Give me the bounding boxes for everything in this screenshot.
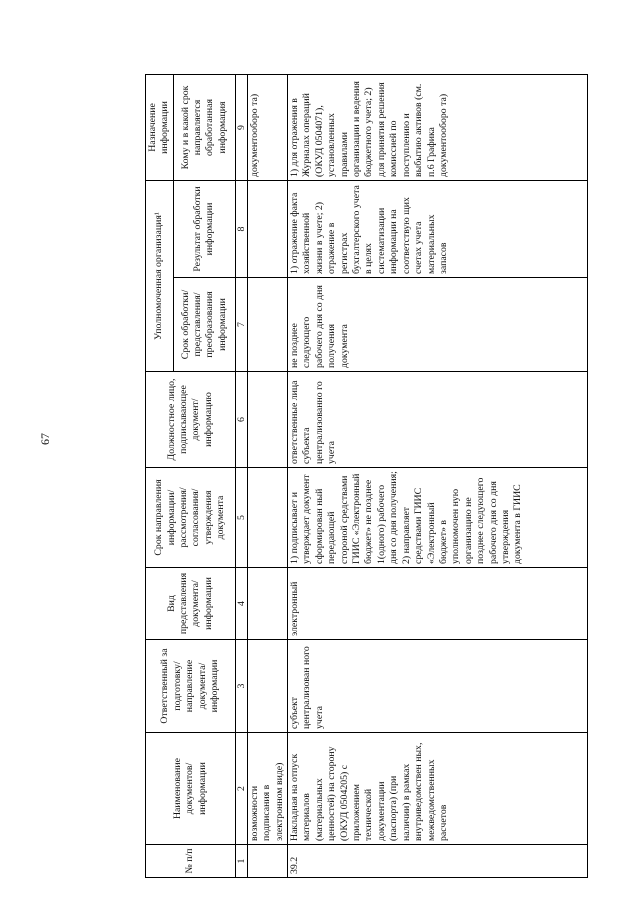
col-number: 7 [235,278,247,372]
col-number: 6 [235,372,247,468]
col-number: 3 [235,640,247,733]
col-number: 1 [235,845,247,878]
row-number: 39.2 [288,845,588,878]
col-number: 8 [235,180,247,277]
row-deadline: 1) подписывает и утверждает документ сформирован ный передающей стороной средствами ГИИС «Электронный бюджет» не позднее 1(одного) рабочего дня со дня получения; 2) направляет средствами ГИИС «Электронный бюджет» в уполномочен ную организацию не позднее следующего рабочего дня со дня утверждения документа в ГИИС [288,468,588,568]
table-row [288,74,588,877]
continuation-doc-name: возможности подписания в электронном виде) [247,733,287,845]
page-number: 67 [38,433,52,445]
header-documents: Наименование документов/ информации [146,733,236,845]
col-number: 5 [235,468,247,568]
header-number: № п/п [146,845,236,878]
header-signer: Должностное лицо, подписывающее документ/ информацию [146,372,236,468]
col-number: 4 [235,568,247,640]
header-processing-result: Результат обработки информации [173,180,235,277]
col-number: 9 [235,74,247,180]
row-form: электронный [288,568,588,640]
header-recipient: Кому и в какой срок направляется обработанная информация [173,74,235,180]
header-responsible: Ответственный за подготовку/ направление документа/ информации [146,640,236,733]
continuation-empty [247,278,287,372]
row-recipient: 1) для отражения в Журналах операций (ОКУД 0504071), установленных правилами организации и ведения бюджетного учета; 2) для принятия решения комиссией по поступлению и выбытию активов (см. п.6 Графика документооборо та) [288,74,588,180]
header-deadline: Срок направления информации/ рассмотрения/ согласования/ утверждения документа [146,468,236,568]
header-destination-group: Назначение информации [146,74,174,180]
col-number: 2 [235,733,247,845]
continuation-empty [247,640,287,733]
continuation-empty [247,180,287,277]
row-processing-deadline: не позднее следующего рабочего дня со дня получения документа [288,278,588,372]
header-org-group: Уполномоченная организация¹ [146,180,174,371]
row-processing-result: 1) отражение факта хозяйственной жизни в учете; 2) отражение в регистрах бухгалтерского учета в целях систематизации информации на соответствую щих счетах учета материальных запасов [288,180,588,277]
continuation-empty [247,468,287,568]
continuation-empty [247,372,287,468]
row-document-name: Накладная на отпуск материалов (материальных ценностей) на сторону (ОКУД 0504205) с приложением технической документации (паспорта) (при наличии) в рамках внутриведомствен ных, межведомственных расчетов [288,733,588,845]
row-signer: ответственные лица субъекта централизованно го учета [288,372,588,468]
document-flow-table [145,74,588,878]
row-responsible: субъект централизован ного учета [288,640,588,733]
continuation-empty [247,568,287,640]
header-form: Вид представления документа/ информации [146,568,236,640]
header-processing-deadline: Срок обработки/ представления/ преобразования информации [173,278,235,372]
rotated-table-container [145,75,600,878]
continuation-recipient: документооборо та) [247,74,287,180]
continuation-number [247,845,287,878]
